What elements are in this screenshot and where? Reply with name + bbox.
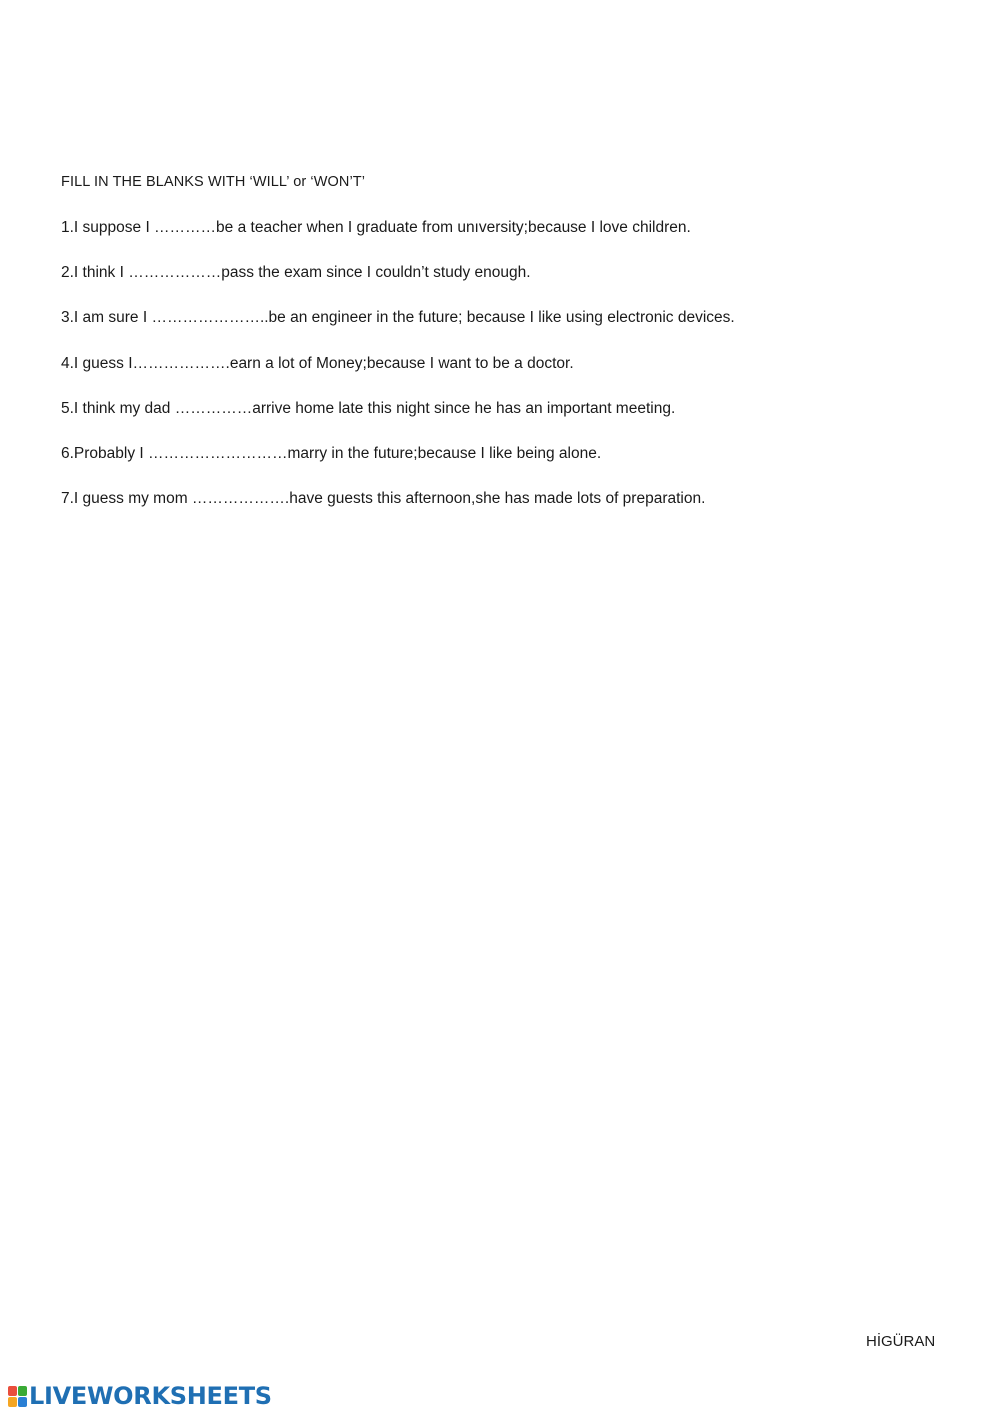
worksheet-title: FILL IN THE BLANKS WITH ‘WILL’ or ‘WON’T’ xyxy=(61,174,366,190)
author-name: HİGÜRAN xyxy=(866,1333,936,1350)
logo-square-orange xyxy=(8,1397,17,1407)
question-item: 2.I think I ………………pass the exam since I couldn’t study enough. xyxy=(61,264,531,282)
brand-text: LIVEWORKSHEETS xyxy=(29,1382,272,1410)
question-item: 7.I guess my mom ……………….have guests this afternoon,she has made lots of preparation. xyxy=(61,490,706,508)
liveworksheets-brand xyxy=(8,1382,272,1410)
logo-square-green xyxy=(18,1386,27,1396)
logo-square-red xyxy=(8,1386,17,1396)
question-item: 4.I guess I……………….earn a lot of Money;because I want to be a doctor. xyxy=(61,354,574,372)
question-item: 3.I am sure I …………………..be an engineer in the future; because I like using electronic devices. xyxy=(61,309,735,327)
question-item: 1.I suppose I …………be a teacher when I graduate from unıversity;because I love children. xyxy=(61,219,691,236)
question-item: 6.Probably I ………………………marry in the future;because I like being alone. xyxy=(61,444,602,462)
question-list xyxy=(61,218,735,534)
liveworksheets-logo-icon xyxy=(8,1386,27,1407)
logo-square-blue xyxy=(18,1397,27,1407)
question-item: 5.I think my dad ……………arrive home late this night since he has an important meeting. xyxy=(61,399,676,417)
